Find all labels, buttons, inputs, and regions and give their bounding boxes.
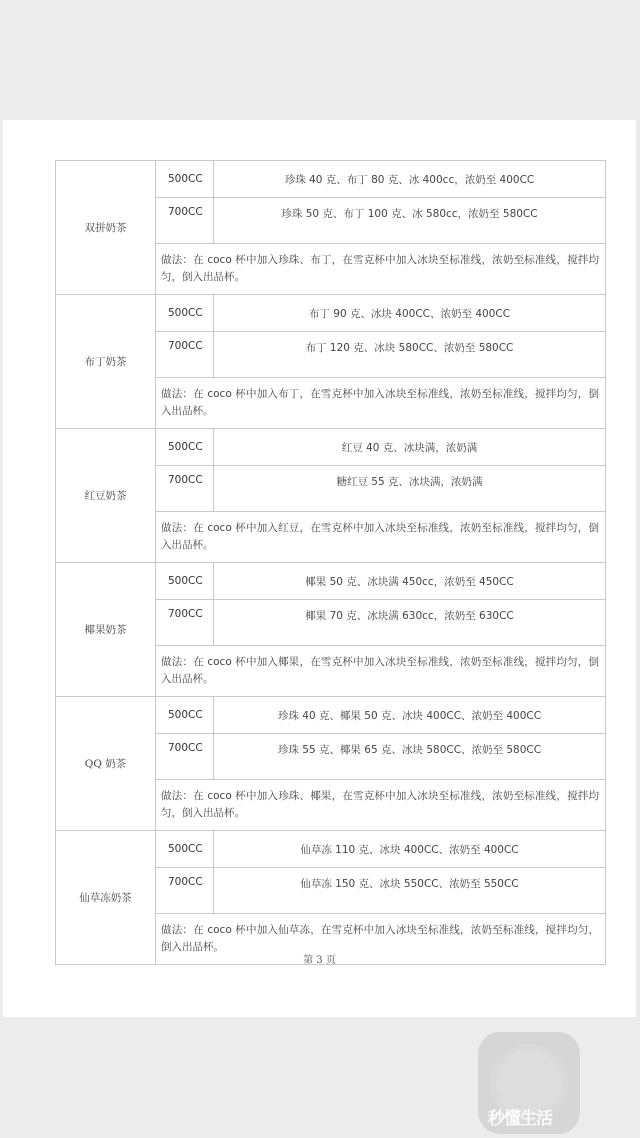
ingredient-spec: 仙草冻 110 克、冰块 400CC、浓奶至 400CC xyxy=(214,831,606,868)
ingredient-spec: 仙草冻 150 克、冰块 550CC、浓奶至 550CC xyxy=(214,868,606,914)
size-label: 500CC xyxy=(156,295,214,332)
size-label: 700CC xyxy=(156,868,214,914)
ingredient-spec: 珍珠 55 克、椰果 65 克、冰块 580CC、浓奶至 580CC xyxy=(214,734,606,780)
size-label: 500CC xyxy=(156,429,214,466)
size-label: 500CC xyxy=(156,161,214,198)
table-row xyxy=(56,161,606,198)
ingredient-spec: 布丁 90 克、冰块 400CC、浓奶至 400CC xyxy=(214,295,606,332)
table-row xyxy=(56,831,606,868)
method-text: 做法：在 coco 杯中加入珍珠、布丁，在雪克杯中加入冰块至标准线，浓奶至标准线，搅拌均匀，倒入出品杯。 xyxy=(156,244,606,295)
ingredient-spec: 珍珠 40 克、椰果 50 克、冰块 400CC、浓奶至 400CC xyxy=(214,697,606,734)
size-label: 700CC xyxy=(156,332,214,378)
ingredient-spec: 红豆 40 克、冰块满，浓奶满 xyxy=(214,429,606,466)
watermark-text: 秒懂生活 xyxy=(488,1109,552,1129)
method-text: 做法：在 coco 杯中加入红豆，在雪克杯中加入冰块至标准线，浓奶至标准线，搅拌均匀，倒入出品杯。 xyxy=(156,512,606,563)
document-page xyxy=(3,120,636,1017)
size-label: 700CC xyxy=(156,600,214,646)
recipe-name: 双拼奶茶 xyxy=(56,161,156,295)
method-text: 做法：在 coco 杯中加入布丁，在雪克杯中加入冰块至标准线，浓奶至标准线，搅拌均匀，倒入出品杯。 xyxy=(156,378,606,429)
page-number: 第 3 页 xyxy=(303,955,336,966)
table-row xyxy=(56,697,606,734)
recipe-name: 布丁奶茶 xyxy=(56,295,156,429)
method-text: 做法：在 coco 杯中加入椰果，在雪克杯中加入冰块至标准线，浓奶至标准线，搅拌均匀，倒入出品杯。 xyxy=(156,646,606,697)
size-label: 700CC xyxy=(156,466,214,512)
size-label: 500CC xyxy=(156,697,214,734)
ingredient-spec: 糖红豆 55 克、冰块满，浓奶满 xyxy=(214,466,606,512)
table-row xyxy=(56,563,606,600)
watermark-logo xyxy=(478,1032,580,1134)
recipe-name: 红豆奶茶 xyxy=(56,429,156,563)
method-text: 做法：在 coco 杯中加入仙草冻，在雪克杯中加入冰块至标准线，浓奶至标准线，搅拌均匀，倒入出品杯。 xyxy=(156,914,606,965)
ingredient-spec: 珍珠 50 克、布丁 100 克、冰 580cc，浓奶至 580CC xyxy=(214,198,606,244)
ingredient-spec: 珍珠 40 克、布丁 80 克、冰 400cc，浓奶至 400CC xyxy=(214,161,606,198)
ingredient-spec: 椰果 70 克、冰块满 630cc，浓奶至 630CC xyxy=(214,600,606,646)
recipe-name: QQ 奶茶 xyxy=(56,697,156,831)
table-row xyxy=(56,295,606,332)
ingredient-spec: 布丁 120 克、冰块 580CC、浓奶至 580CC xyxy=(214,332,606,378)
size-label: 700CC xyxy=(156,198,214,244)
size-label: 500CC xyxy=(156,831,214,868)
ingredient-spec: 椰果 50 克、冰块满 450cc，浓奶至 450CC xyxy=(214,563,606,600)
method-text: 做法：在 coco 杯中加入珍珠、椰果，在雪克杯中加入冰块至标准线，浓奶至标准线，搅拌均匀，倒入出品杯。 xyxy=(156,780,606,831)
recipe-table xyxy=(55,160,606,965)
recipe-name: 仙草冻奶茶 xyxy=(56,831,156,965)
recipe-name: 椰果奶茶 xyxy=(56,563,156,697)
size-label: 700CC xyxy=(156,734,214,780)
table-row xyxy=(56,429,606,466)
size-label: 500CC xyxy=(156,563,214,600)
